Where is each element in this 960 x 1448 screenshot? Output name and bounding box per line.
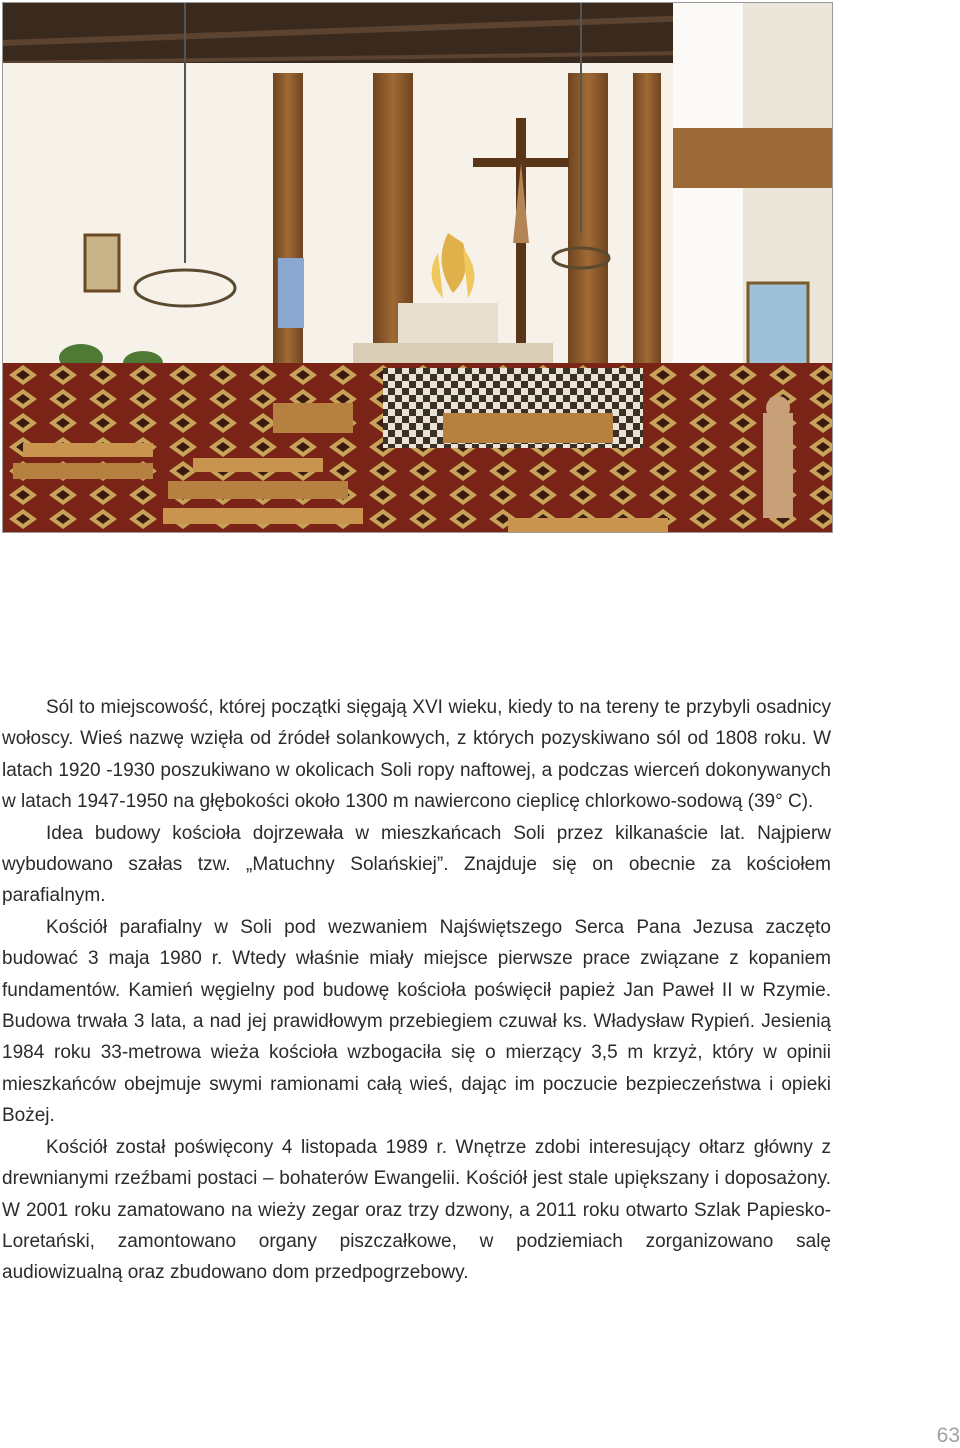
paragraph-3: Kościół parafialny w Soli pod wezwaniem Najświętszego Serca Pana Jezusa zaczęto budować 3 maja 1980 r. Wtedy właśnie miały miejsce pierwsze prace związane z kopaniem fundamentów. Kamień węgielny pod budowę kościoła poświęcił papież Jan Paweł II w Rzymie. Budowa trwała 3 lata, a nad jej prawidłowym przebiegiem czuwał ks. Władysław Rypień. Jesienią 1984 roku 33-metrowa wieża kościoła wzbogaciła się o mierzący 3,5 m krzyż, który w opinii mieszkańców obejmuje swymi ramionami całą wieś, dając im poczucie bezpieczeństwa i opieki Bożej.: [2, 916, 831, 1127]
page-number: 63: [936, 1424, 960, 1447]
article-text: [2, 692, 831, 1289]
church-interior-illustration: [3, 3, 832, 532]
paragraph-4: Kościół został poświęcony 4 listopada 1989 r. Wnętrze zdobi interesujący ołtarz główny z drewnianymi rzeźbami postaci – bohaterów Ewangelii. Kościół jest stale upiększany i doposażony. W 2001 roku zamatowano na wieży zegar oraz trzy dzwony, a 2011 roku otwarto Szlak Papiesko-Loretański, zamontowano organy piszczałkowe, w podziemiach zorganizowano salę audiowizualną oraz zbudowano dom przedpogrzebowy.: [2, 1136, 831, 1284]
church-interior-photo: [2, 2, 833, 533]
paragraph-2: Idea budowy kościoła dojrzewała w mieszkańcach Soli przez kilkanaście lat. Najpierw wybudowano szałas tzw. „Matuchny Solańskiej”. Znajduje się on obecnie za kościołem parafialnym.: [2, 822, 831, 907]
paragraph-1: Sól to miejscowość, której początki sięgają XVI wieku, kiedy to na tereny te przybyli osadnicy wołoscy. Wieś nazwę wzięła od źródeł solankowych, z których pozyskiwano sól od 1808 roku. W latach 1920 -1930 poszukiwano w okolicach Soli ropy naftowej, a podczas wierceń dokonywanych w latach 1947-1950 na głębokości około 1300 m nawiercono cieplicę chlorkowo-sodową (39° C).: [2, 697, 831, 813]
